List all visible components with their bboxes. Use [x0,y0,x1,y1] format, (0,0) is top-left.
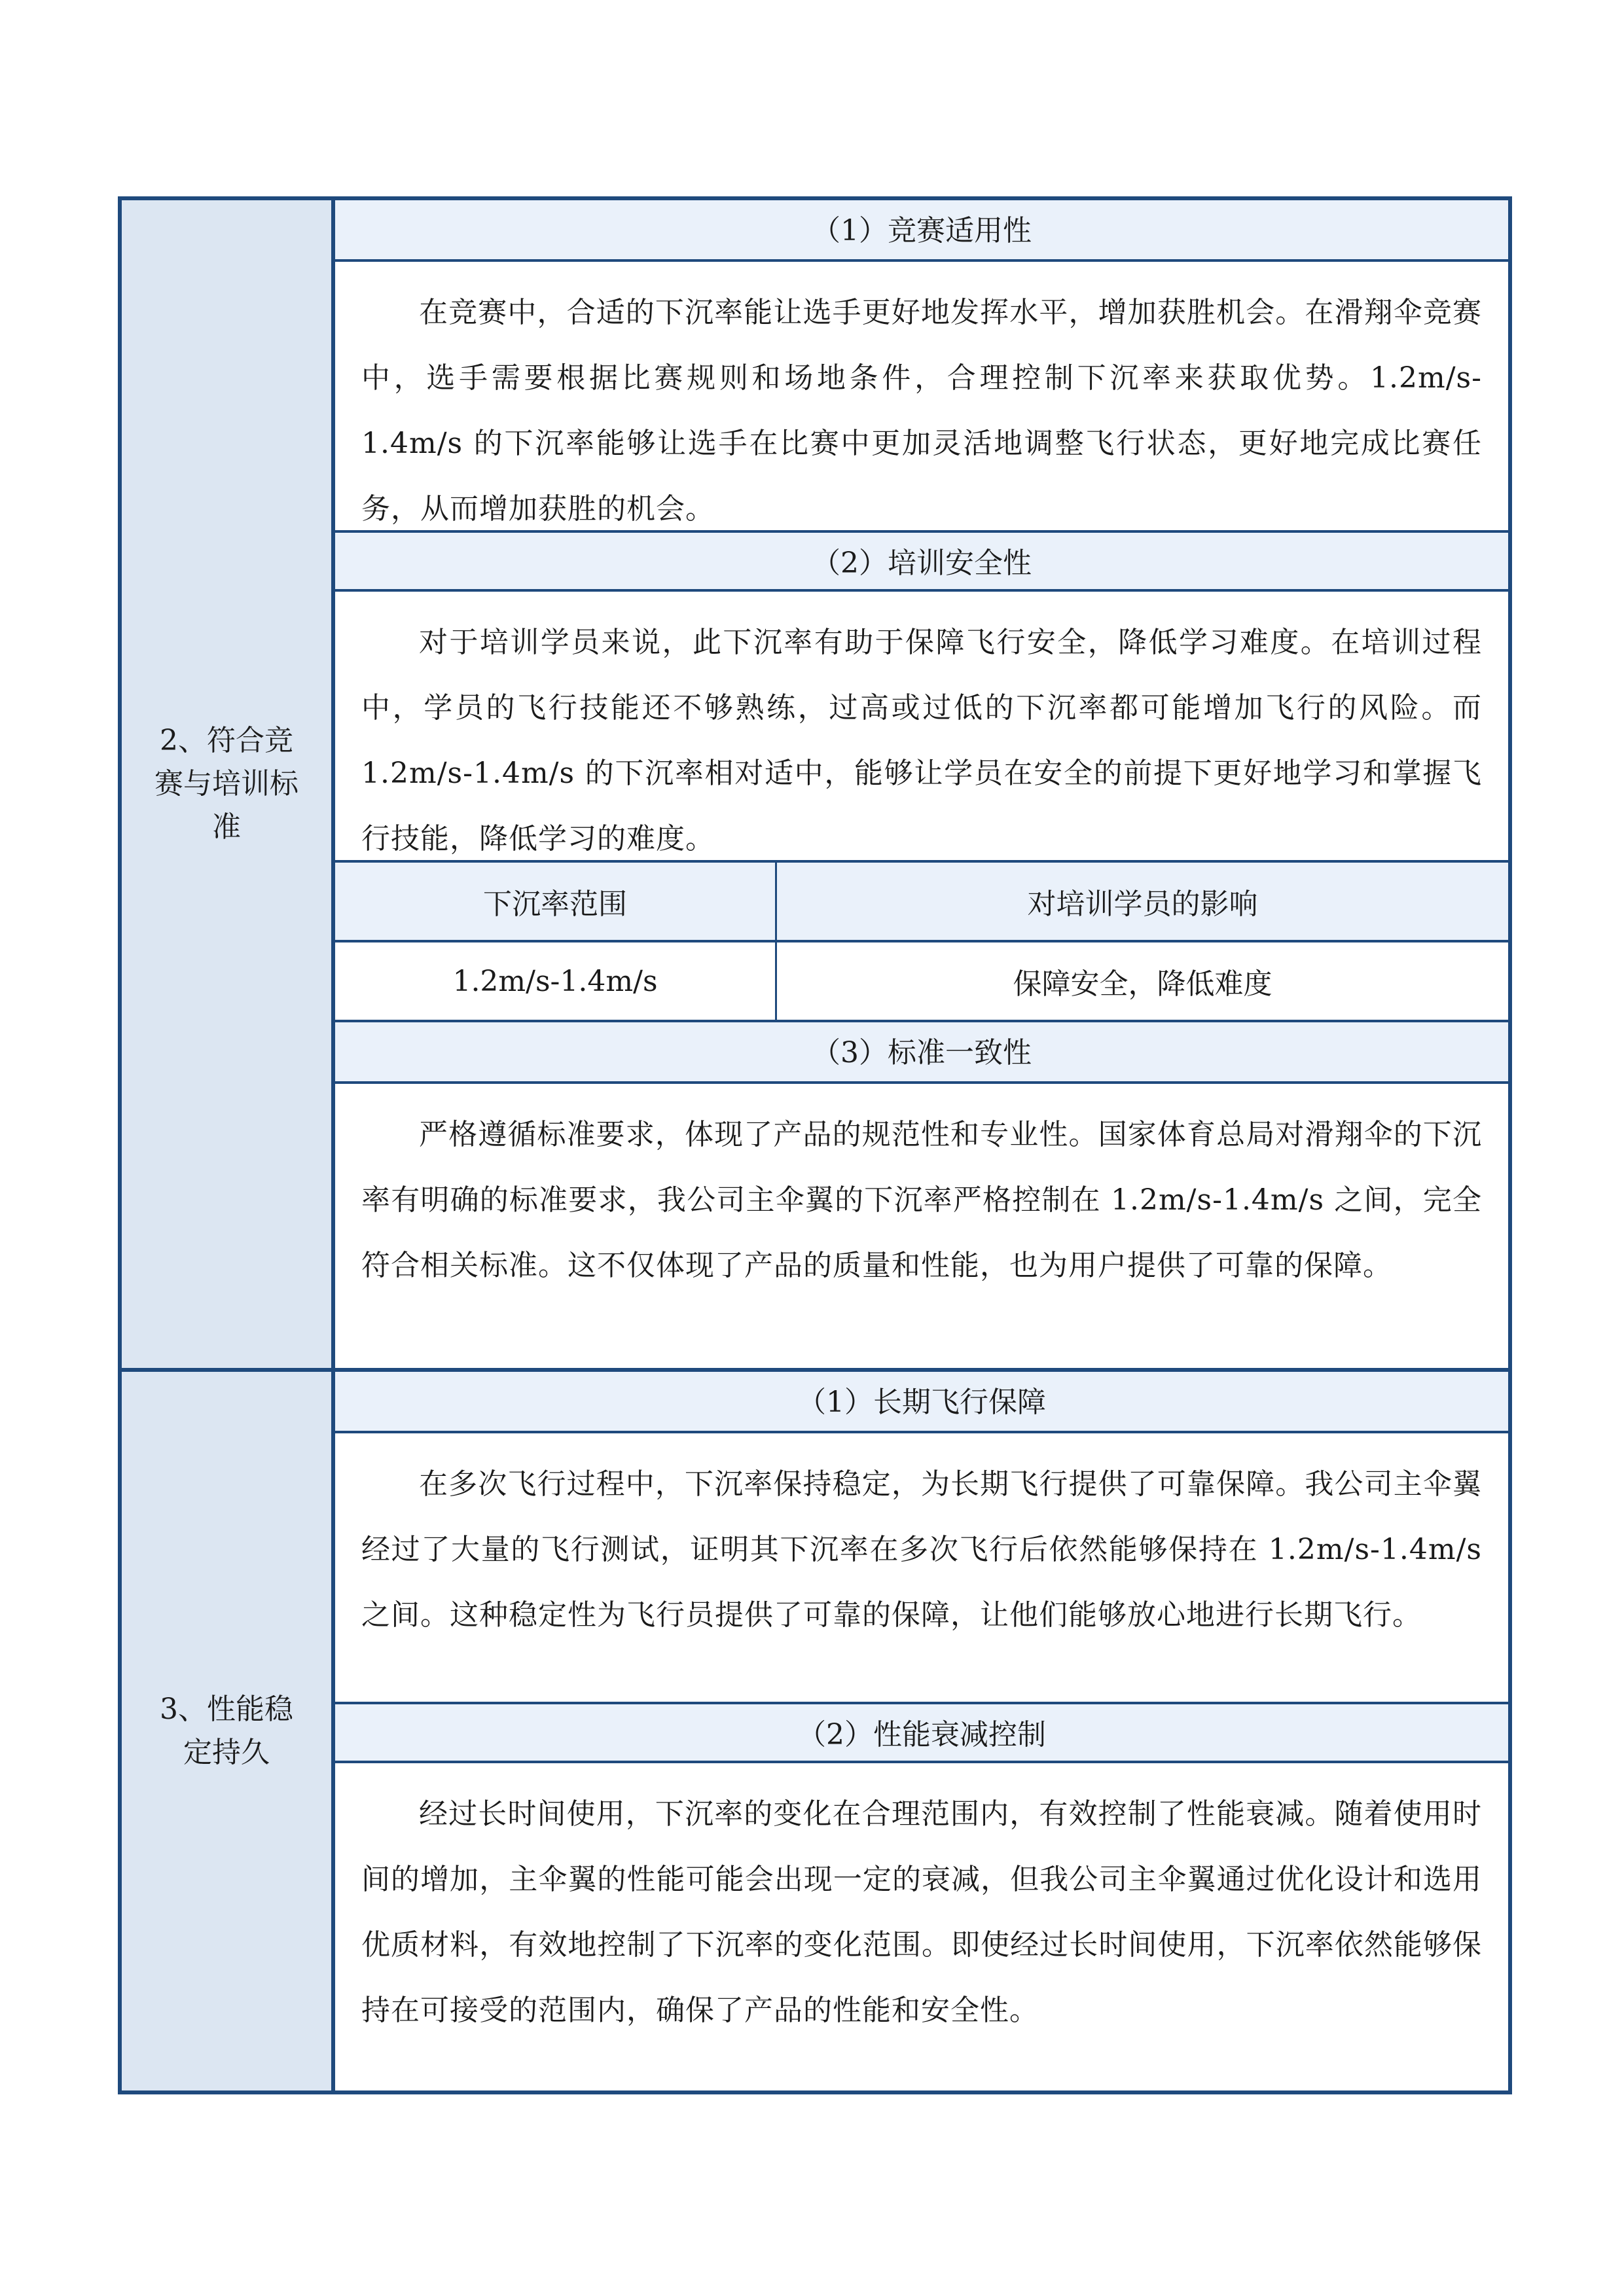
subsection-title: （2）培训安全性 [335,530,1508,592]
section-content [333,198,1510,1370]
section-content [333,1370,1510,2092]
table-row [335,941,1508,1021]
sink-rate-table [335,860,1508,1022]
subsection-paragraph: 对于培训学员来说，此下沉率有助于保障飞行安全，降低学习难度。在培训过程中，学员的飞行技能还不够熟练，过高或过低的下沉率都可能增加飞行的风险。而 1.2m/s-1.4m/s 的下沉率相对适中，能够让学员在安全的前提下更好地学习和掌握飞行技能，降低学习的难度。 [361,626,1482,855]
subsection-paragraph: 在竞赛中，合适的下沉率能让选手更好地发挥水平，增加获胜机会。在滑翔伞竞赛中，选手需要根据比赛规则和场地条件，合理控制下沉率来获取优势。1.2m/s-1.4m/s 的下沉率能够让选手在比赛中更加灵活地调整飞行状态，更好地完成比赛任务，从而增加获胜的机会。 [361,296,1482,526]
section-label-cell [120,1370,333,2092]
document-table [118,196,1512,2094]
table-cell: 1.2m/s-1.4m/s [335,941,776,1021]
section-label-cell [120,198,333,1370]
subsection-title: （3）标准一致性 [335,1022,1508,1084]
table-cell: 保障安全，降低难度 [776,941,1509,1021]
section-label: 3、性能稳定持久 [160,1693,293,1770]
section-row-2 [120,198,1510,1370]
subsection-title: （1）竞赛适用性 [335,200,1508,262]
subsection-paragraph: 经过长时间使用，下沉率的变化在合理范围内，有效控制了性能衰减。随着使用时间的增加，主伞翼的性能可能会出现一定的衰减，但我公司主伞翼通过优化设计和选用优质材料，有效地控制了下沉率的变化范围。即使经过长时间使用，下沉率依然能够保持在可接受的范围内，确保了产品的性能和安全性。 [361,1797,1482,2028]
subsection-paragraph: 在多次飞行过程中，下沉率保持稳定，为长期飞行提供了可靠保障。我公司主伞翼经过了大量的飞行测试，证明其下沉率在多次飞行后依然能够保持在 1.2m/s-1.4m/s 之间。这种稳定性为飞行员提供了可靠的保障，让他们能够放心地进行长期飞行。 [361,1467,1482,1632]
section-row-3 [120,1370,1510,2092]
subsection-title: （2）性能衰减控制 [335,1702,1508,1763]
table-header-cell: 对培训学员的影响 [776,861,1509,941]
table-header-row [335,861,1508,941]
table-header-cell: 下沉率范围 [335,861,776,941]
subsection-paragraph: 严格遵循标准要求，体现了产品的规范性和专业性。国家体育总局对滑翔伞的下沉率有明确的标准要求，我公司主伞翼的下沉率严格控制在 1.2m/s-1.4m/s 之间，完全符合相关标准。这不仅体现了产品的质量和性能，也为用户提供了可靠的保障。 [361,1118,1482,1282]
subsection-title: （1）长期飞行保障 [335,1372,1508,1433]
section-label: 2、符合竞赛与培训标准 [154,724,298,844]
